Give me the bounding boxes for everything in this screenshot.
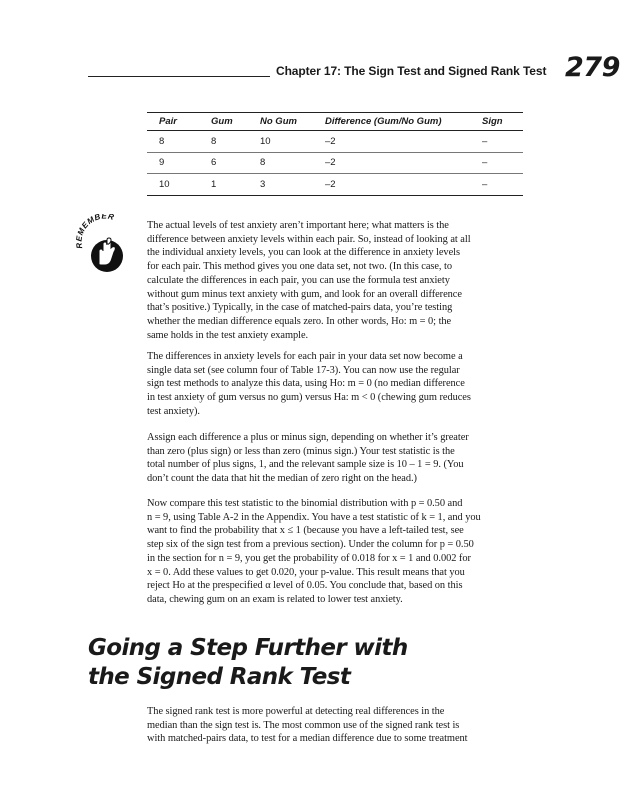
table-cell: –2 [313, 152, 470, 174]
text-line: test anxiety). [147, 405, 200, 417]
text-line: with matched-pairs data, to test for a median difference due to some treatment [147, 733, 468, 745]
paragraph-binomial-comparison [147, 497, 553, 607]
paragraph-assign-signs [147, 431, 553, 486]
text-line: Now compare this test statistic to the binomial distribution with p = 0.50 and [147, 498, 463, 509]
heading-line: Going a Step Further with [88, 635, 408, 661]
text-line: than zero (plus sign) or less than zero (minus sign.) Your test statistic is the [147, 445, 455, 457]
paragraph-single-data-set [147, 350, 553, 419]
table-cell: 10 [248, 131, 313, 153]
table-header-row [147, 113, 523, 131]
text-line: in test anxiety of gum versus no gum) versus Ha: m < 0 (chewing gum reduces [147, 392, 471, 404]
text-line: reject Ho at the prespecified α level of 0.05. You conclude that, based on this [147, 580, 463, 592]
column-header-pair: Pair [147, 113, 199, 131]
text-line: Assign each difference a plus or minus sign, depending on whether it’s greater [147, 432, 469, 443]
text-line: for each pair. This method gives you one data set, not two. (In this case, to [147, 261, 453, 273]
column-header-sign: Sign [470, 113, 523, 131]
text-line: in the section for n = 9, you get the probability of 0.018 for x = 1 and 0.002 for [147, 552, 471, 564]
chapter-title: Chapter 17: The Sign Test and Signed Rank Test [276, 64, 547, 78]
column-header-difference: Difference (Gum/No Gum) [313, 113, 470, 131]
table-cell: –2 [313, 174, 470, 196]
text-line: step six of the sign test from a previous section). Under the column for p = 0.50 [147, 539, 474, 551]
text-line: n = 9, using Table A-2 in the Appendix. You have a test statistic of k = 1, and you [147, 511, 481, 523]
table-cell: – [470, 152, 523, 174]
data-table [147, 112, 523, 196]
text-line: sign test methods to analyze this data, using Ho: m = 0 (no median difference [147, 378, 465, 390]
text-line: The actual levels of test anxiety aren’t important here; what matters is the [147, 220, 449, 231]
table-cell: –2 [313, 131, 470, 153]
text-line: single data set (see column four of Table 17-3). You can now use the regular [147, 364, 460, 376]
text-line: calculate the differences in each pair, you can use the formula test anxiety [147, 274, 450, 286]
table-row [147, 152, 523, 174]
table-cell: 9 [147, 152, 199, 174]
text-line: want to find the probability that x ≤ 1 (because you have a left-tailed test, see [147, 525, 464, 537]
remember-label: REMEMBER [74, 214, 116, 250]
paragraph-matched-pairs [147, 219, 553, 342]
text-line: total number of plus signs, 1, and the relevant sample size is 10 – 1 = 9. (You [147, 459, 464, 471]
column-header-gum: Gum [199, 113, 248, 131]
text-line: whether the median difference equals zero. In other words, Ho: m = 0; the [147, 315, 452, 327]
text-line: difference between anxiety levels within each pair. So, instead of looking at all [147, 233, 471, 245]
column-header-no-gum: No Gum [248, 113, 313, 131]
table-cell: 6 [199, 152, 248, 174]
text-line: the individual anxiety levels, you can look at the difference in anxiety levels [147, 247, 460, 259]
heading-line: the Signed Rank Test [88, 664, 351, 690]
paragraph-signed-rank-intro [147, 705, 553, 746]
text-line: The differences in anxiety levels for each pair in your data set now become a [147, 351, 463, 362]
text-line: median than the sign test is. The most common use of the signed rank test is [147, 719, 460, 731]
remember-icon [74, 214, 134, 278]
table-cell: – [470, 174, 523, 196]
text-line: without gum minus text anxiety with gum, and look for an overall difference [147, 288, 462, 300]
table-cell: – [470, 131, 523, 153]
table-cell: 1 [199, 174, 248, 196]
table-cell: 3 [248, 174, 313, 196]
text-line: data, chewing gum on an exam is related to lower test anxiety. [147, 593, 403, 605]
table-row [147, 174, 523, 196]
table-cell: 8 [248, 152, 313, 174]
table-cell: 8 [199, 131, 248, 153]
text-line: same holds in the test anxiety example. [147, 329, 309, 341]
table-cell: 8 [147, 131, 199, 153]
header-rule [88, 76, 270, 77]
text-line: x = 0. Add these values to get 0.020, your p-value. This result means that you [147, 566, 465, 578]
text-line: don’t count the data that hit the median of zero right on the head.) [147, 473, 417, 485]
table-cell: 10 [147, 174, 199, 196]
table-row [147, 131, 523, 153]
text-line: that’s positive.) Typically, in the case of matched-pairs data, you’re testing [147, 302, 453, 314]
text-line: The signed rank test is more powerful at detecting real differences in the [147, 706, 445, 717]
page-number: 279 [565, 52, 620, 83]
section-heading [88, 634, 408, 692]
